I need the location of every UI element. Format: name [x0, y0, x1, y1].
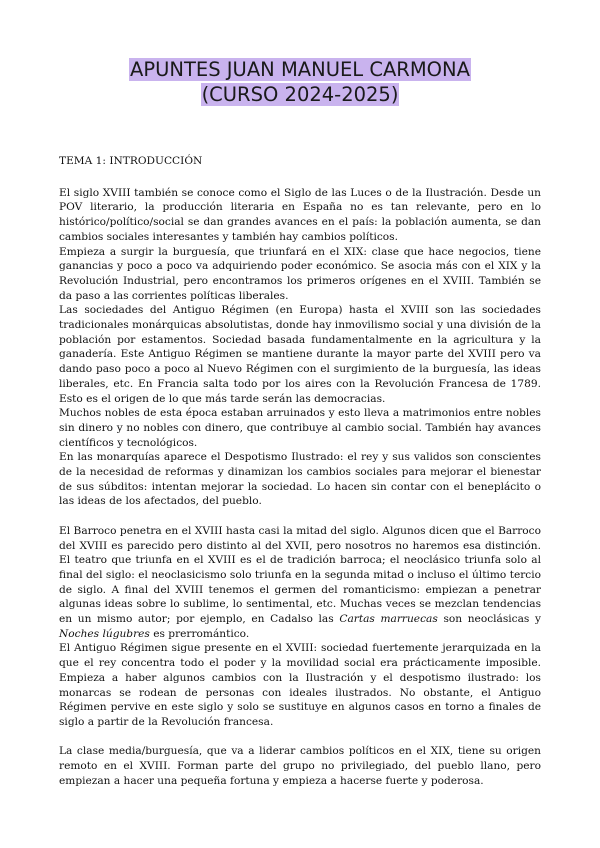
document-body	[59, 154, 541, 789]
paragraph-2: Empieza a surgir la burguesía, que triunfará en el XIX: clase que hace negocios, tiene ganancias y poco a poco va adquiriendo poder económico. Se asocia más con el XIX y la Revolución Industrial, pero encontramos los primeros orígenes en el XVIII. También se da paso a las corrientes políticas liberales.	[59, 245, 541, 302]
book-title-noches: Noches lúgubres	[59, 627, 150, 640]
title-highlight-1: APUNTES JUAN MANUEL CARMONA	[130, 58, 470, 81]
paragraph-6-text-a: El Barroco penetra en el XVIII hasta casi la mitad del siglo. Algunos dicen que el Barroco del XVIII es parecido pero distinto al del XVII, pero nosotros no haremos esa distinción. El teatro que triunfa en el XVIII es el de tradición barroca; el neoclásico triunfa solo al final del siglo: el neoclasicismo solo triunfa en la segunda mitad o incluso el último tercio de siglo. A final del XVIII tenemos el germen del romanticismo: empiezan a penetrar algunas ideas sobre lo sublime, lo sentimental, etc. Muchas veces se mezclan tendencias en un mismo autor; por ejemplo, en Cadalso las	[59, 524, 541, 626]
paragraph-5: En las monarquías aparece el Despotismo Ilustrado: el rey y sus validos son conscientes de la necesidad de reformas y dinamizan los cambios sociales para mejorar el bienestar de sus súbditos: intentan mejorar la sociedad. Lo hacen sin contar con el beneplácito o las ideas de los afectados, del pueblo.	[59, 451, 541, 508]
paragraph-3: Las sociedades del Antiguo Régimen (en Europa) hasta el XVIII son las sociedades tradicionales monárquicas absolutistas, donde hay inmovilismo social y una división de la población por estamentos. Sociedad basada fundamentalmente en la agricultura y la ganadería. Este Antiguo Régimen se mantiene durante la mayor parte del XVIII pero va dando paso poco a poco al Nuevo Régimen con el surgimiento de la burguesía, las ideas liberales, etc. En Francia salta todo por los aires con la Revolución Francesa de 1789. Esto es el origen de lo que más tarde serán las democracias.	[59, 304, 541, 405]
paragraph-8: La clase media/burguesía, que va a liderar cambios políticos en el XIX, tiene su origen remoto en el XVIII. Forman parte del grupo no privilegiado, del pueblo llano, pero empiezan a hacer una pequeña fortuna y empieza a hacerse fuerte y poderosa.	[59, 745, 541, 787]
document-title	[0, 57, 600, 107]
paragraph-1: El siglo XVIII también se conoce como el Siglo de las Luces o de la Ilustración. Desde un POV literario, la producción literaria en España no es tan relevante, pero en lo histórico/político/social se dan grandes avances en el país: la población aumenta, se dan cambios sociales interesantes y también hay cambios políticos.	[59, 186, 541, 243]
title-line-1	[0, 57, 600, 82]
paragraph-6	[59, 524, 541, 642]
title-highlight-2: (CURSO 2024-2025)	[201, 83, 399, 106]
title-line-2	[0, 82, 600, 107]
paragraph-7: El Antiguo Régimen sigue presente en el XVIII: sociedad fuertemente jerarquizada en la que el rey concentra todo el poder y la movilidad social era prácticamente imposible. Empieza a haber algunos cambios con la Ilustración y el despotismo ilustrado: los monarcas se rodean de personas con ideales ilustrados. No obstante, el Antiguo Régimen pervive en este siglo y solo se sustituye en algunos casos en torno a finales de siglo a partir de la Revolución francesa.	[59, 642, 541, 728]
section-heading: TEMA 1: INTRODUCCIÓN	[59, 155, 203, 167]
book-title-cartas: Cartas marruecas	[339, 613, 438, 626]
paragraph-6-text-c: es prerromántico.	[149, 627, 250, 640]
paragraph-6-text-b: son neoclásicas y	[437, 613, 541, 626]
paragraph-4: Muchos nobles de esta época estaban arruinados y esto lleva a matrimonios entre nobles sin dinero y no nobles con dinero, que contribuye al cambio social. También hay avances científicos y tecnológicos.	[59, 407, 541, 449]
